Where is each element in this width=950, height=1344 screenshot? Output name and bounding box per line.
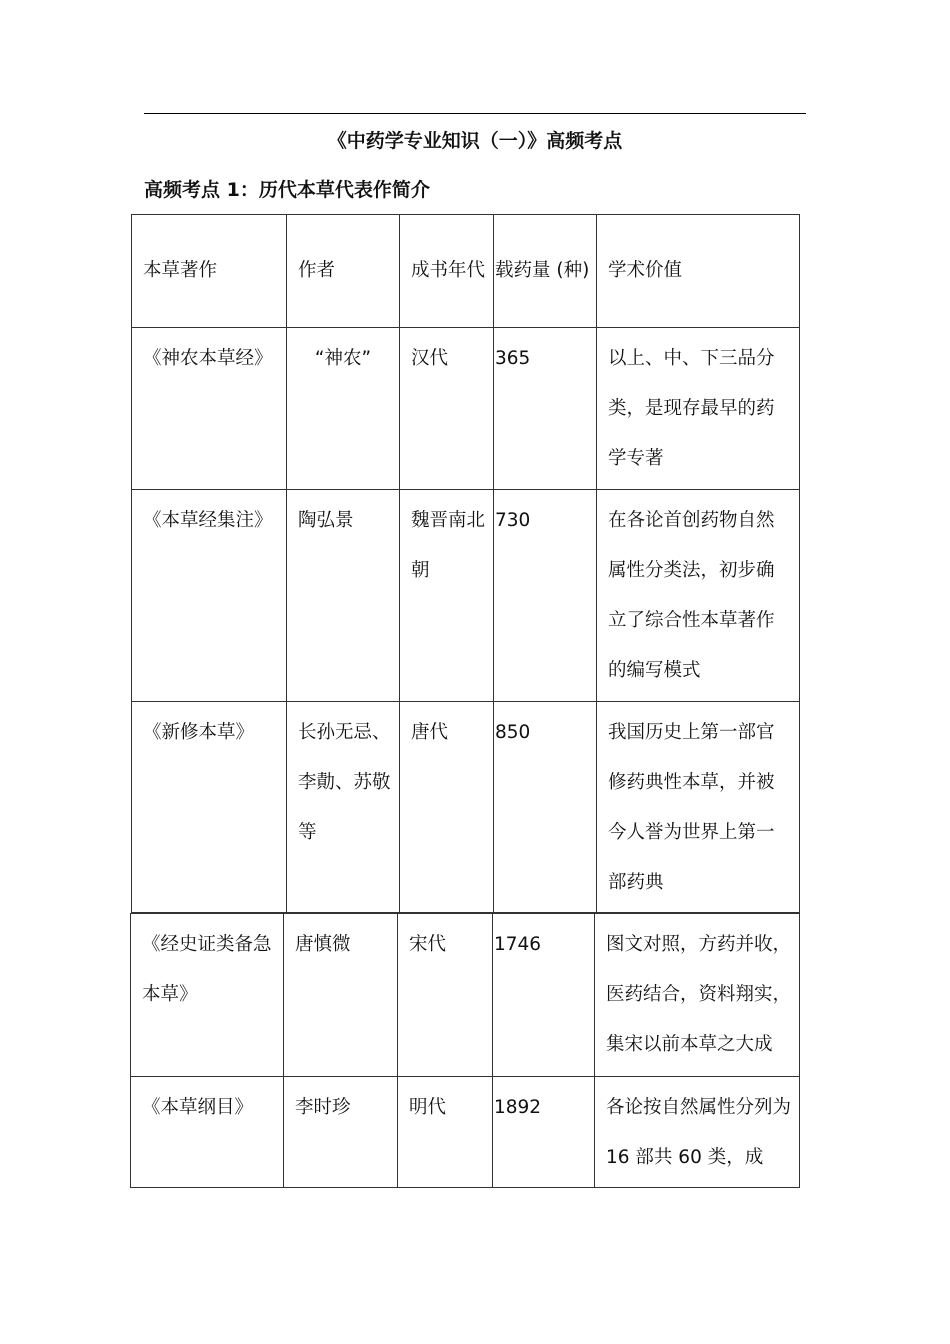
cell-value: 在各论首创药物自然属性分类法，初步确立了综合性本草著作的编写模式: [597, 490, 800, 702]
cell-author: “神农”: [287, 328, 400, 490]
header-volume: 载药量 (种): [494, 215, 597, 328]
cell-volume: 1746: [493, 914, 595, 1077]
herbal-works-table: [131, 214, 800, 913]
cell-volume: 730: [494, 490, 597, 702]
table-row: [131, 1077, 800, 1188]
cell-author: 陶弘景: [287, 490, 400, 702]
cell-value: 以上、中、下三品分类，是现存最早的药学专著: [597, 328, 800, 490]
header-author: 作者: [287, 215, 400, 328]
table-row: [132, 490, 800, 702]
header-era: 成书年代: [400, 215, 494, 328]
cell-volume: 850: [494, 702, 597, 913]
herbal-works-table-continued: [130, 913, 800, 1188]
cell-work: 《经史证类备急本草》: [131, 914, 284, 1077]
cell-era: 明代: [398, 1077, 493, 1188]
cell-author: 李时珍: [284, 1077, 398, 1188]
cell-era: 汉代: [400, 328, 494, 490]
cell-work: 《新修本草》: [132, 702, 287, 913]
header-work: 本草著作: [132, 215, 287, 328]
cell-era: 宋代: [398, 914, 493, 1077]
cell-value: 我国历史上第一部官修药典性本草，并被今人誉为世界上第一部药典: [597, 702, 800, 913]
cell-volume: 1892: [493, 1077, 595, 1188]
cell-value: 图文对照，方药并收，医药结合，资料翔实，集宋以前本草之大成: [595, 914, 800, 1077]
table-row: [132, 702, 800, 913]
table-header-row: [132, 215, 800, 328]
document-title: 《中药学专业知识（一）》高频考点: [327, 130, 623, 152]
cell-value: 各论按自然属性分列为 16 部共 60 类，成: [595, 1077, 800, 1188]
cell-work: 《本草纲目》: [131, 1077, 284, 1188]
cell-author: 唐慎微: [284, 914, 398, 1077]
cell-era: 唐代: [400, 702, 494, 913]
table-row: [131, 914, 800, 1077]
cell-author: 长孙无忌、李勣、苏敬等: [287, 702, 400, 913]
cell-work: 《本草经集注》: [132, 490, 287, 702]
section-heading: 高频考点 1：历代本草代表作简介: [144, 179, 430, 201]
cell-volume: 365: [494, 328, 597, 490]
table-row: [132, 328, 800, 490]
header-rule: [144, 113, 806, 114]
cell-era: 魏晋南北朝: [400, 490, 494, 702]
header-value: 学术价值: [597, 215, 800, 328]
cell-work: 《神农本草经》: [132, 328, 287, 490]
